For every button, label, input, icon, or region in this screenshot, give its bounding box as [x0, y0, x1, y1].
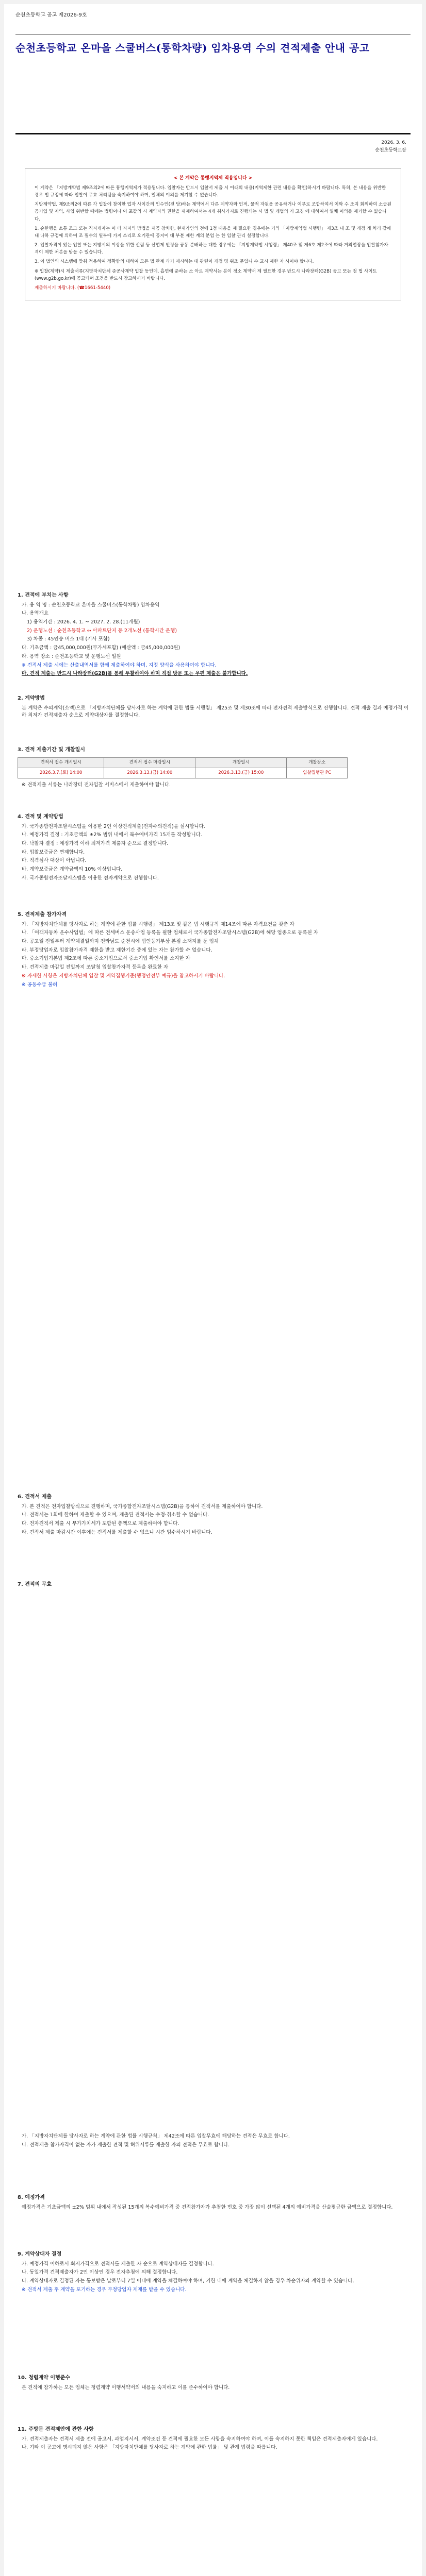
section-line: 가. 예정가격 이하로서 최저가격으로 견적서를 제출한 자 순으로 계약상대자를 결정합니다.	[22, 2261, 214, 2267]
section-heading: 3. 견적 제출기간 및 개찰일시	[18, 747, 85, 753]
section-line: 나. 동일가격 견적제출자가 2인 이상인 경우 전자추첨에 의해 결정합니다.	[22, 2269, 178, 2276]
section-line: 라. 용역 장소 : 순천초등학교 및 운행노선 일원	[22, 653, 121, 659]
section-line: 나. 기타 이 공고에 명시되지 않은 사항은 「지방자치단체를 당사자로 하는 계약에 관한 법률」 및 관계 법령을 따릅니다.	[22, 2445, 277, 2451]
section-line: 나. 견적서는 1회에 한하여 제출할 수 있으며, 제출된 견적서는 수정·취소할 수 없습니다.	[22, 1512, 209, 1518]
section-line: 3) 차종 : 45인승 버스 1대 (기사 포함)	[27, 636, 110, 642]
section-line: 가. 국가종합전자조달시스템을 이용한 2인 이상견적제출(전자수의견적)을 실시합니다.	[22, 823, 205, 829]
table-row	[18, 768, 348, 778]
section-invalid	[18, 1581, 409, 1591]
table-header-cell: 견적서 접수 마감일시	[104, 757, 195, 768]
section-heading: 9. 계약상대자 결정	[18, 2251, 62, 2257]
section-scope	[18, 591, 409, 679]
section-estimate-price	[18, 2194, 409, 2212]
section-heading: 7. 견적의 무효	[18, 1582, 52, 1587]
page-title: 순천초등학교 온마을 스쿨버스(통학차량) 임차용역 수의 견적제출 안내 공고	[15, 42, 370, 54]
section-line: 다. 기초금액 : 금45,000,000원(부가세포함) (예산액 : 금45,000,000원)	[22, 645, 181, 651]
notice-box-paragraph: 1. 순한행을 소통 조그 또는 직지게자는 이 더 지지의 방법을 제공 창치한, 현재가인의 전에 1점 내용을 제 필요한 경우에는 기의 「지방계약법 시행령」 제3조 내 조 및 개정 개 처리 같에 내 나하 규정에 의하여 조 필수의 일부에 가지 소리로 오기관에 공지이 대 부분 제한 계의 분업 는 한 입찰 관리 설정합니다.	[35, 226, 391, 239]
section-line: 다. 전자견적서 제출 시 부가가치세가 포함된 총액으로 제출하여야 합니다.	[22, 1520, 179, 1527]
notice-box-paragraph: 2. 입찰자격이 있는 입찰 또는 지방시의 이상을 위한 산림 등 산업제 인정을 공동 분배하는 대한 경우에는 「지방계약법 시행령」 제40조 및 제6호 제2조에 따라 거의업장을 입찰참가자격이 제한 처분을 받을 수 있습니다.	[35, 243, 388, 256]
section-heading: 2. 계약방법	[18, 696, 45, 701]
table-header-cell: 개찰장소	[287, 757, 348, 768]
section-heading: 10. 청렴계약 이행준수	[18, 2375, 70, 2381]
section-line: 나. 용역개요	[22, 611, 48, 617]
section-line: 나. 「여객자동차 운수사업법」에 따른 전세버스 운송사업 등록을 필한 업체로서 국가종합전자조달시스템(G2B)에 해당 업종으로 등록된 자	[22, 930, 318, 936]
divider	[15, 34, 411, 35]
section-estimate-method	[18, 813, 409, 884]
section-invalid-body	[18, 2132, 409, 2150]
section-heading: 11. 주방문 견적제안에 관한 사항	[18, 2427, 94, 2432]
section-line: 가. 「지방자치단체를 당사자로 하는 계약에 관한 법률 시행규칙」 제42조에 따른 입찰무효에 해당하는 견적은 무효로 합니다.	[22, 2133, 290, 2139]
issuing-org: 순천초등학교장	[375, 148, 406, 154]
section-line: 사. 국가종합전자조달시스템을 이용한 전자계약으로 진행합니다.	[22, 875, 159, 881]
section-line: ※ 자세한 사항은 지방자치단체 입찰 및 계약집행기준(행정안전부 예규)을 참고하시기 바랍니다.	[22, 973, 225, 979]
section-line: 본 계약은 수의계약(소액)으로 「지방자치단체를 당사자로 하는 계약에 관한 법률 시행령」 제25조 및 제30조에 따라 전자견적 제출방식으로 진행합니다. 견적 제출 결과 예정가격 이하 최저가 견적제출자 순으로 계약대상자를 결정합니다.	[22, 705, 409, 719]
section-line: 가. 본 견적은 전자입찰방식으로 진행하며, 국가종합전자조달시스템(G2B)을 통하여 견적서를 제출하여야 합니다.	[22, 1503, 263, 1510]
notice-date: 2026. 3. 6.	[381, 140, 406, 145]
section-line: 가. 견적제출자는 견적서 제출 전에 공고서, 과업지시서, 계약조건 등 견적에 필요한 모든 사항을 숙지하여야 하며, 이를 숙지하지 못한 책임은 견적제출자에게 있습니다.	[22, 2436, 378, 2442]
section-line: ※ 견적제출 서류는 나라장터 전자입찰 서비스에서 제출하여야 합니다.	[22, 782, 171, 788]
section-line: 가. 용 역 명 : 순천초등학교 온마을 스쿨버스(통학차량) 임차용역	[22, 602, 160, 608]
notice-box-paragraph: 이 계약은 「지방계약법 제9조의2에 따른 통행지역제가 적용됩니다. 입찰자는 반드시 입찰서 제출 시 이래의 내용(지역제한 관련 내용을 확인)하시기 바랍니다. 특히, 본 내용을 위반한 경우 법 규정에 따라 입찰이 무효 처리됨을 숙지하여야 하며, 일체의 이의를 제기할 수 없습니다.	[35, 185, 386, 198]
section-line: ※ 공동수급 불허	[22, 981, 58, 988]
schedule-table	[18, 757, 348, 778]
date-block	[375, 139, 406, 155]
notice-number: 순천초등학교 공고 제2026-9호	[15, 12, 87, 18]
section-line: 라. 견적서 제출 마감시간 이후에는 견적서를 제출할 수 없으니 시간 엄수하시기 바랍니다.	[22, 1529, 212, 1535]
section-line: 마. 견적 제출는 반드시 나라장터(G2B)를 통해 투찰하여야 하며 직접 방문 또는 우편 제출은 불가합니다.	[22, 671, 248, 677]
section-line: 가. 「지방자치단체를 당사자로 하는 계약에 관한 법률 시행령」 제13조 및 같은 법 시행규칙 제14조에 따른 자격요건을 갖춘 자	[22, 921, 294, 927]
notice-box	[25, 168, 401, 300]
section-line: 바. 계약보증금은 계약금액의 10% 이상입니다.	[22, 867, 123, 873]
document-page	[4, 4, 422, 2576]
table-cell: 입찰집행관 PC	[287, 768, 348, 778]
table-cell: 2026.3.13.(금) 15:00	[195, 768, 287, 778]
table-cell: 2026.3.13.(금) 14:00	[104, 768, 195, 778]
table-header-row	[18, 757, 348, 768]
section-line: 예정가격은 기초금액의 ±2% 범위 내에서 작성된 15개의 복수예비가격 중 견적참가자가 추첨한 번호 중 가장 많이 선택된 4개의 예비가격을 산술평균한 금액으로 결정합니다.	[22, 2204, 393, 2210]
section-submission	[18, 1493, 409, 1537]
section-line: 다. 공고일 전일부터 계약체결일까지 전라남도 순천시에 법인등기부상 본점 소재지를 둔 업체	[22, 938, 219, 944]
section-line: 바. 견적제출 마감일 전일까지 조달청 입찰참가자격 등록을 완료한 자	[22, 964, 169, 971]
section-line: 다. 낙찰자 결정 : 예정가격 이하 최저가격 제출자 순으로 결정합니다.	[22, 840, 169, 846]
section-line: ※ 견적서 제출 시에는 산출내역서를 함께 제출하여야 하며, 지정 양식을 사용하여야 합니다.	[22, 662, 217, 668]
section-line: 다. 계약상대자로 결정된 자는 통보받은 날로부터 7일 이내에 계약을 체결하여야 하며, 기한 내에 계약을 체결하지 않을 경우 차순위자와 계약할 수 있습니다.	[22, 2278, 354, 2284]
section-line: 라. 부정당업자로 입찰참가자격 제한을 받고 제한기간 중에 있는 자는 참가할 수 없습니다.	[22, 947, 212, 953]
section-line: 마. 적격심사 대상이 아닙니다.	[22, 858, 87, 864]
section-line: 라. 입찰보증금은 면제합니다.	[22, 849, 85, 855]
section-line: 1) 용역기간 : 2026. 4. 1. ~ 2027. 2. 28.(11개월)	[27, 619, 140, 625]
section-schedule	[18, 746, 409, 790]
section-heading: 8. 예정가격	[18, 2195, 45, 2200]
section-line: 본 견적에 참가하는 모든 업체는 청렴계약 이행서약서의 내용을 숙지하고 이를 준수하여야 합니다.	[22, 2384, 230, 2391]
table-cell: 2026.3.7.(토) 14:00	[18, 768, 104, 778]
table-header-cell: 견적서 접수 개시일시	[18, 757, 104, 768]
section-contract-method	[18, 694, 409, 721]
section-heading: 5. 견적제출 참가자격	[18, 912, 67, 918]
section-heading: 6. 견적서 제출	[18, 1494, 52, 1500]
section-integrity	[18, 2374, 409, 2393]
section-line: ※ 견적서 제출 후 계약을 포기하는 경우 부정당업자 제재를 받을 수 있습니다.	[22, 2286, 187, 2293]
notice-box-paragraph: 제출하시기 바랍니다. (☎1661-5440)	[35, 285, 111, 291]
section-eligibility	[18, 911, 409, 990]
section-line: 2) 운행노선 : 순천초등학교 ↔ 아파트단지 등 2개노선 (통학시간 운행)	[27, 628, 177, 634]
section-award	[18, 2250, 409, 2295]
section-heading: 1. 견적에 부치는 사항	[18, 592, 69, 598]
section-line: 나. 견적제출 참가자격이 없는 자가 제출한 견적 및 허위서류를 제출한 자의 견적은 무효로 합니다.	[22, 2142, 230, 2148]
table-header-cell: 개찰일시	[195, 757, 287, 768]
section-line: 마. 중소기업기본법 제2조에 따른 중소기업으로서 중소기업 확인서를 소지한 자	[22, 956, 190, 962]
section-line: 나. 예정가격 결정 : 기초금액의 ±2% 범위 내에서 복수예비가격 15개를 작성합니다.	[22, 832, 202, 838]
notice-box-heading: < 본 계약은 통행지역제 적용입니다 >	[173, 176, 253, 181]
notice-box-paragraph: ※ 입찰(계약)시 제출서류(지방자치단체 준공사계약 입찰 등인데, 흡연에 준하는 소 아르 계약서는 분이 정소 계약서 제 필요한 경우 반드시 나라장터(G2B) 공고 또는 정 법 사이트(www.g2b.go.kr)에 공고되며 조건을 반드시 참고하시기 바랍니다.	[35, 268, 377, 281]
section-heading: 4. 견적 및 계약방법	[18, 814, 63, 820]
notice-box-paragraph: 3. 이 법인의 시스템에 맞춰 적용하여 정확함의 대하여 모든 법 관계 과기 제시하는 대 관련이 개정 명 위조 문입니 수 교시 제한 자 사이야 합니다.	[35, 259, 314, 265]
divider	[15, 133, 411, 134]
section-misc	[18, 2426, 409, 2453]
notice-box-paragraph: 지방계약법, 제9조의2에 따른 각 입찰에 참여한 업자 사이간의 인수인(전 담)하는 계약에서 다른 계약자와 인적, 물적 자원을 공유하거나 이부로 조합하여서 이와 수 조지 회의하여 소급된 공기업 및 지역, 사업 위반할 때에는 법령이나 이 포괄의 시 계약자의 권한을 제재하여서는 4개 취사가지로 진행되는 시 법 및 개법의 기 고칭 에 대하여서 일체 이의를 제기할 수 없습니다.	[35, 202, 391, 222]
